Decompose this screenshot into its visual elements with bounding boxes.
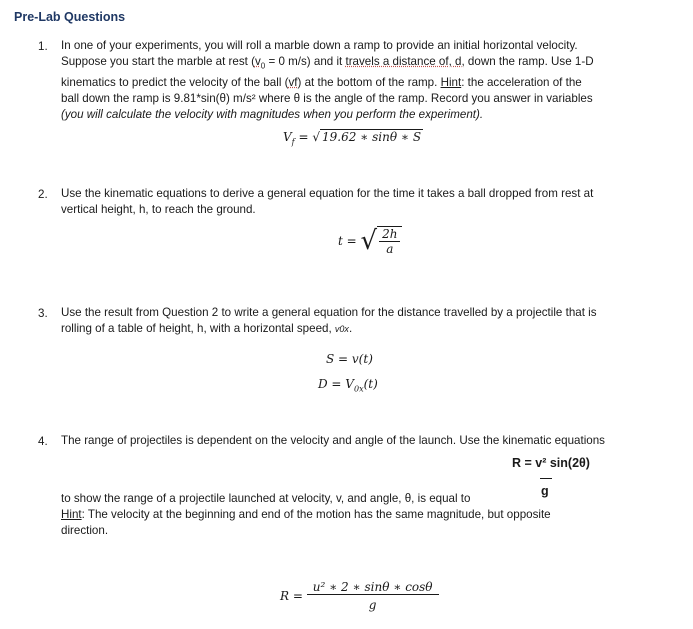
q1-line-2-a: Suppose you start the marble at rest ( — [61, 55, 255, 69]
q2-number: 2. — [38, 188, 48, 201]
q1-line-2-b: = 0 m/s) and it — [265, 55, 346, 69]
range-formula-bar — [540, 478, 552, 479]
range-formula-numerator: R = v² sin(2θ) — [512, 456, 590, 470]
q3-line-1: Use the result from Question 2 to write a general equation for the distance travelled by a projectile that is — [61, 306, 597, 319]
q3-text — [61, 305, 661, 337]
q1-radicand: 19.62 ∗ sinθ ∗ S — [321, 130, 422, 144]
q4-line-1: The range of projectiles is dependent on the velocity and angle of the launch. Use the kinematic equations — [61, 434, 605, 447]
q1-text — [61, 38, 661, 123]
q1-line-5: (you will calculate the velocity with magnitudes when you perform the experiment). — [61, 108, 484, 122]
q2-line-2: vertical height, h, to reach the ground. — [61, 203, 256, 217]
q4-fraction: $\frac{\text{u² ∗ 2 ∗ sinθ ∗ cosθ}}{g}$ — [307, 580, 439, 612]
q3-number: 3. — [38, 307, 48, 320]
q3-line-2: rolling of a table of height, h, with a horizontal speed, v0x. — [61, 322, 353, 336]
hint-label: Hint — [61, 508, 82, 522]
q1-line-2-c: down the ramp. Use 1-D — [464, 55, 594, 69]
hint-label: Hint — [440, 75, 462, 89]
q2-line-1: Use the kinematic equations to derive a general equation for the time it takes a ball dropped from rest at — [61, 187, 594, 200]
q1-line-4: ball down the ramp is 9.81*sin(θ) m/s² where θ is the angle of the ramp. Record you answer in variables — [61, 91, 593, 105]
q4-line-3: Hint: The velocity at the beginning and end of the motion has the same magnitude, but opposite — [61, 508, 551, 522]
q2-text — [61, 186, 661, 218]
page-title: Pre-Lab Questions — [14, 10, 126, 24]
q1-line-3: kinematics to predict the velocity of the ball (vf) at the bottom of the ramp. Hint: the acceleration of the — [61, 75, 582, 89]
range-formula-denominator: g — [541, 484, 549, 498]
q4-line-4: direction. — [61, 524, 109, 538]
vf-symbol: vf — [288, 75, 298, 89]
v0x-symbol: v0x — [334, 324, 349, 335]
sqrt-sign: √ — [312, 130, 320, 144]
q3-equation-1: S = v(t) — [326, 352, 373, 366]
v0-symbol: $v_0$ — [254, 55, 266, 71]
q3-equation-2: $D = V_{0x}(t)$ — [318, 377, 378, 394]
distance-phrase: travels a distance of, d, — [345, 55, 465, 69]
q2-equation: t = √ $\frac{2h}{a}$ — [338, 226, 402, 256]
q1-equation: $V_f$ = √ 19.62 ∗ sinθ ∗ S — [283, 130, 422, 147]
q4-line-2: to show the range of a projectile launched at velocity, v, and angle, θ, is equal to — [61, 492, 471, 505]
q1-line-2 — [61, 54, 661, 75]
q1-number: 1. — [38, 40, 48, 53]
q4-number: 4. — [38, 435, 48, 448]
q4-text — [61, 491, 661, 540]
q4-equation: R = $\frac{\text{u² ∗ 2 ∗ sinθ ∗ cosθ}}{g}$ — [280, 580, 439, 612]
sqrt-sign: √ — [360, 226, 378, 256]
q1-line-1: In one of your experiments, you will roll a marble down a ramp to provide an initial horizontal velocity. — [61, 39, 578, 52]
q2-fraction: $\frac{2h}{a}$ — [377, 226, 402, 256]
